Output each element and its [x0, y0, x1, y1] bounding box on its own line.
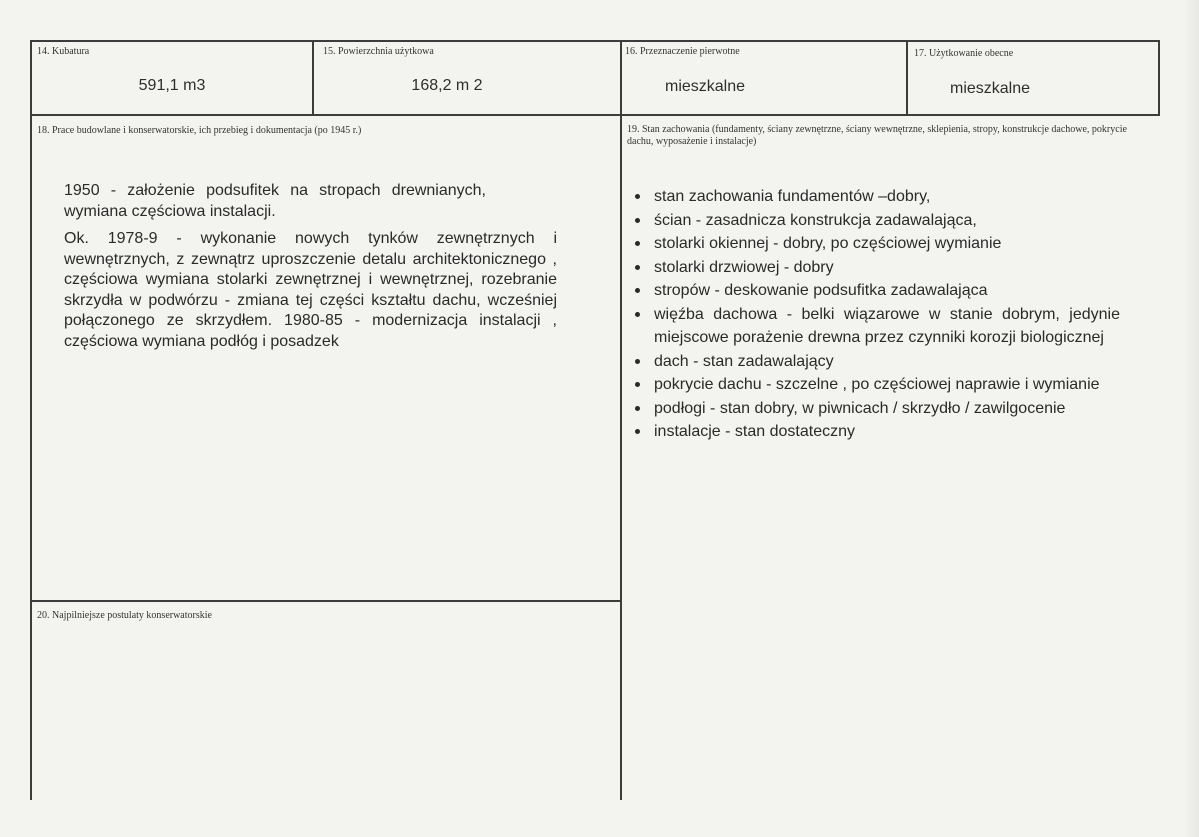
field-18-label: 18. Prace budowlane i konserwatorskie, ich przebieg i dokumentacja (po 1945 r.) [37, 125, 362, 136]
condition-item-floors: podłogi - stan dobry, w piwnicach / skrzydło / zawilgocenie [627, 397, 1120, 421]
condition-item-doors: stolarki drzwiowej - dobry [627, 256, 1120, 280]
field-17-value: mieszkalne [949, 80, 1031, 97]
field-20-label: 20. Najpilniejsze postulaty konserwatorskie [37, 610, 212, 621]
field-19-condition-list [627, 185, 1120, 444]
condition-item-roof-covering: pokrycie dachu - szczelne , po częściowej naprawie i wymianie [627, 373, 1120, 397]
field-16-label: 16. Przeznaczenie pierwotne [625, 46, 740, 57]
field-18-paragraph-1978: Ok. 1978-9 - wykonanie nowych tynków zewnętrznych i wewnętrznych, z zewnątrz uproszczenie detalu architektonicznego , częściowa wymiana stolarki zewnętrznej i wewnętrznej, rozebranie skrzydła w podwórzu - zmiana tej części kształtu dachu, wcześniej połączonego ze skrzydłem. 1980-85 - modernizacja instalacji , częściowa wymiana podłóg i posadzek [64, 230, 557, 350]
right-border [1158, 40, 1160, 116]
condition-item-roof: dach - stan zadawalający [627, 350, 1120, 374]
top-border [30, 40, 1160, 42]
field-18-paragraph-1950: 1950 - założenie podsufitek na stropach drewnianych, wymiana częściowa instalacji. [64, 182, 486, 220]
field-14-label: 14. Kubatura [37, 46, 90, 57]
condition-item-foundations: stan zachowania fundamentów –dobry, [627, 185, 1120, 209]
condition-item-installations: instalacje - stan dostateczny [627, 420, 1120, 444]
condition-item-walls: ścian - zasadnicza konstrukcja zadawalająca, [627, 209, 1120, 233]
scan-edge-shadow [1185, 0, 1199, 837]
column-divider-center [620, 40, 622, 800]
field-16-value: mieszkalne [664, 78, 746, 95]
left-border [30, 40, 32, 800]
field-14-value: 591,1 m3 [138, 77, 206, 94]
row-divider [30, 114, 1160, 116]
condition-item-windows: stolarki okiennej - dobry, po częściowej wymianie [627, 232, 1120, 256]
condition-item-ceilings: stropów - deskowanie podsufitka zadawalająca [627, 279, 1120, 303]
field-15-value: 168,2 m 2 [411, 77, 483, 94]
field-19-label: 19. Stan zachowania (fundamenty, ściany zewnętrzne, ściany wewnętrzne, sklepienia, stropy, konstrukcje dachowe, pokrycie dachu, wyposażenie i instalacje) [627, 124, 1127, 147]
field-17-label: 17. Użytkowanie obecne [914, 48, 1014, 59]
section-20-divider [30, 600, 622, 602]
field-15-label: 15. Powierzchnia użytkowa [323, 46, 434, 57]
condition-item-roof-truss: więźba dachowa - belki wiązarowe w stanie dobrym, jedynie miejscowe porażenie drewna przez czynniki korozji biologicznej [627, 303, 1120, 350]
column-divider-3 [906, 40, 908, 116]
